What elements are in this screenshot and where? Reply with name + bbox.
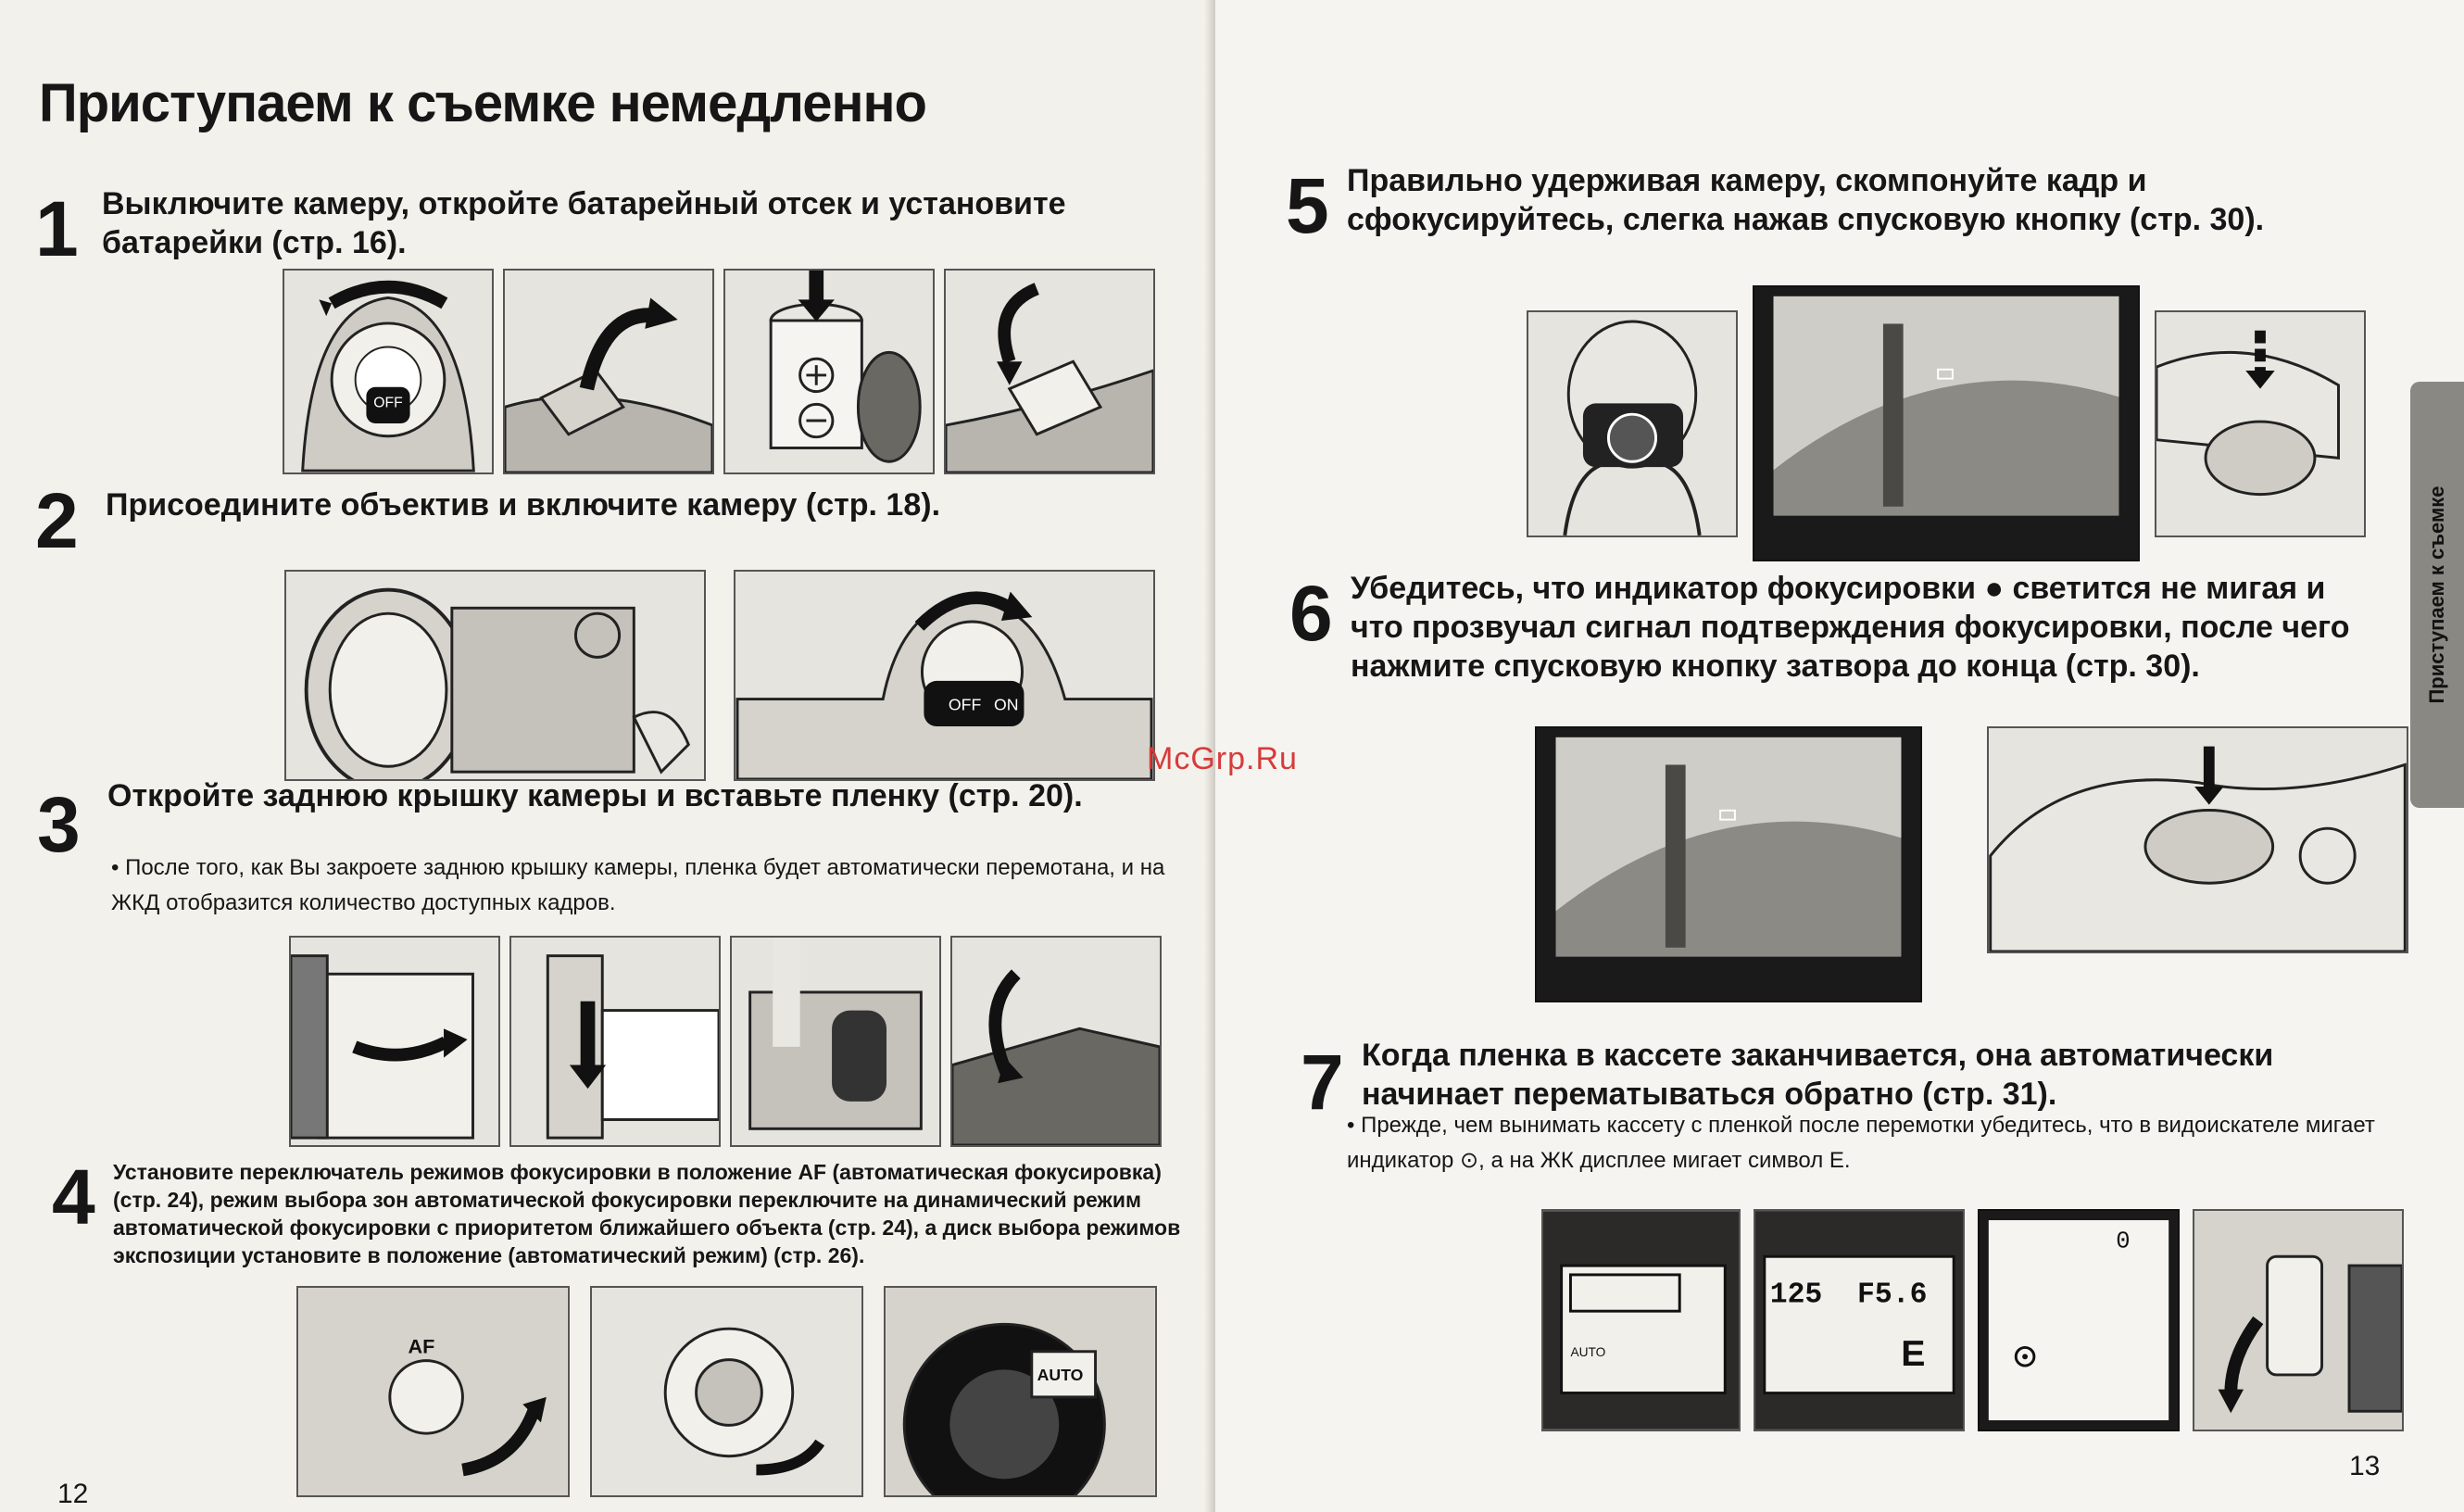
viewfinder-figure xyxy=(1753,285,2140,561)
step-7-figures xyxy=(1541,1209,2404,1431)
step-number: 3 xyxy=(37,781,81,868)
step-text: Установите переключатель режимов фокусировки в положение AF (автоматическая фокусировка) (стр. 24), режим выбора зон автоматической фокусировки переключите на динамический режим автоматической фокусировки с приоритетом ближайшего объекта (стр. 24), а диск выбора режимов экспозиции установите в положение (автоматический режим) (стр. 26). xyxy=(113,1160,1181,1267)
page-number-right: 13 xyxy=(2349,1451,2381,1481)
on-label: ON xyxy=(994,695,1019,714)
step-4-figures xyxy=(296,1286,1157,1497)
mode-dial-figure xyxy=(884,1286,1157,1497)
section-tab[interactable] xyxy=(2410,382,2464,808)
step-6-figures xyxy=(1535,726,2408,1002)
viewfinder-focus-figure xyxy=(1535,726,1922,1002)
left-page xyxy=(0,0,1215,1512)
back-cover-close-figure xyxy=(950,936,1162,1147)
lens-mount-figure xyxy=(284,570,706,781)
step-number: 6 xyxy=(1289,570,1333,657)
lcd-shutter: 125 xyxy=(1769,1279,1823,1312)
section-tab-label: Приступаем к съемке xyxy=(2425,485,2448,704)
step-text: Убедитесь, что индикатор фокусировки ● светится не мигая и что прозвучал сигнал подтверждения фокусировки, после чего нажмите спусковую кнопку затвора до конца (стр. 30). xyxy=(1351,571,2350,684)
battery-insert-figure xyxy=(723,269,935,474)
battery-open-figure xyxy=(283,269,494,474)
step-number: 7 xyxy=(1301,1039,1344,1126)
back-cover-open-figure xyxy=(289,936,500,1147)
battery-close-figure xyxy=(944,269,1155,474)
auto-label: AUTO xyxy=(1037,1366,1084,1385)
lcd-auto-label: AUTO xyxy=(1570,1345,1606,1360)
viewfinder-warning-figure xyxy=(1978,1209,2180,1431)
af-area-selector-figure xyxy=(590,1286,863,1497)
step-number: 2 xyxy=(35,477,79,564)
step-note: • Прежде, чем вынимать кассету с пленкой после перемотки убедитесь, что в видоискателе мигает индикатор ⊙, а на ЖК дисплее мигает символ E. xyxy=(1347,1113,2375,1173)
off-label: OFF xyxy=(948,695,982,714)
full-press-figure xyxy=(1987,726,2408,953)
lcd-aperture: F5.6 xyxy=(1857,1279,1928,1312)
right-page xyxy=(1215,0,2464,1512)
af-label: AF xyxy=(408,1334,435,1358)
lcd-settings-figure xyxy=(1754,1209,1965,1431)
step-5-figures xyxy=(1527,285,2366,561)
step-text: Правильно удерживая камеру, скомпонуйте кадр и сфокусируйтесь, слегка нажав спусковую кнопку (стр. 30). xyxy=(1347,163,2265,237)
vf-zero: 0 xyxy=(2116,1228,2131,1255)
film-load-figure xyxy=(509,936,721,1147)
step-text: Присоедините объектив и включите камеру (стр. 18). xyxy=(106,487,941,523)
step-1-figures xyxy=(283,269,1155,474)
step-number: 1 xyxy=(35,185,79,272)
half-press-figure xyxy=(2155,310,2366,537)
step-text: Когда пленка в кассете заканчивается, она автоматически начинает перематываться обратно (стр. 31). xyxy=(1362,1038,2274,1112)
step-number: 4 xyxy=(52,1153,95,1241)
step-note: • После того, как Вы закроете заднюю крышку камеры, пленка будет автоматически перемотана, и на ЖКД отобразится количество доступных кадров. xyxy=(111,855,1165,915)
watermark-text: McGrp.Ru xyxy=(1147,741,1298,776)
af-switch-figure xyxy=(296,1286,570,1497)
battery-cover-figure xyxy=(503,269,714,474)
film-leader-figure xyxy=(730,936,941,1147)
step-text: Выключите камеру, откройте батарейный отсек и установите батарейки (стр. 16). xyxy=(102,186,1066,260)
step-number: 5 xyxy=(1286,162,1329,249)
step-3-figures xyxy=(289,936,1162,1147)
lcd-e-symbol: E xyxy=(1901,1333,1926,1375)
off-label: OFF xyxy=(373,395,403,411)
step-text: Откройте заднюю крышку камеры и вставьте пленку (стр. 20). xyxy=(107,778,1083,813)
remove-cartridge-figure xyxy=(2193,1209,2404,1431)
page-title: Приступаем к съемке немедленно xyxy=(39,73,926,133)
lcd-counter-figure xyxy=(1541,1209,1741,1431)
power-on-figure xyxy=(734,570,1155,781)
step-2-figures xyxy=(284,570,1155,781)
page-number-left: 12 xyxy=(57,1479,89,1509)
holding-camera-figure xyxy=(1527,310,1738,537)
